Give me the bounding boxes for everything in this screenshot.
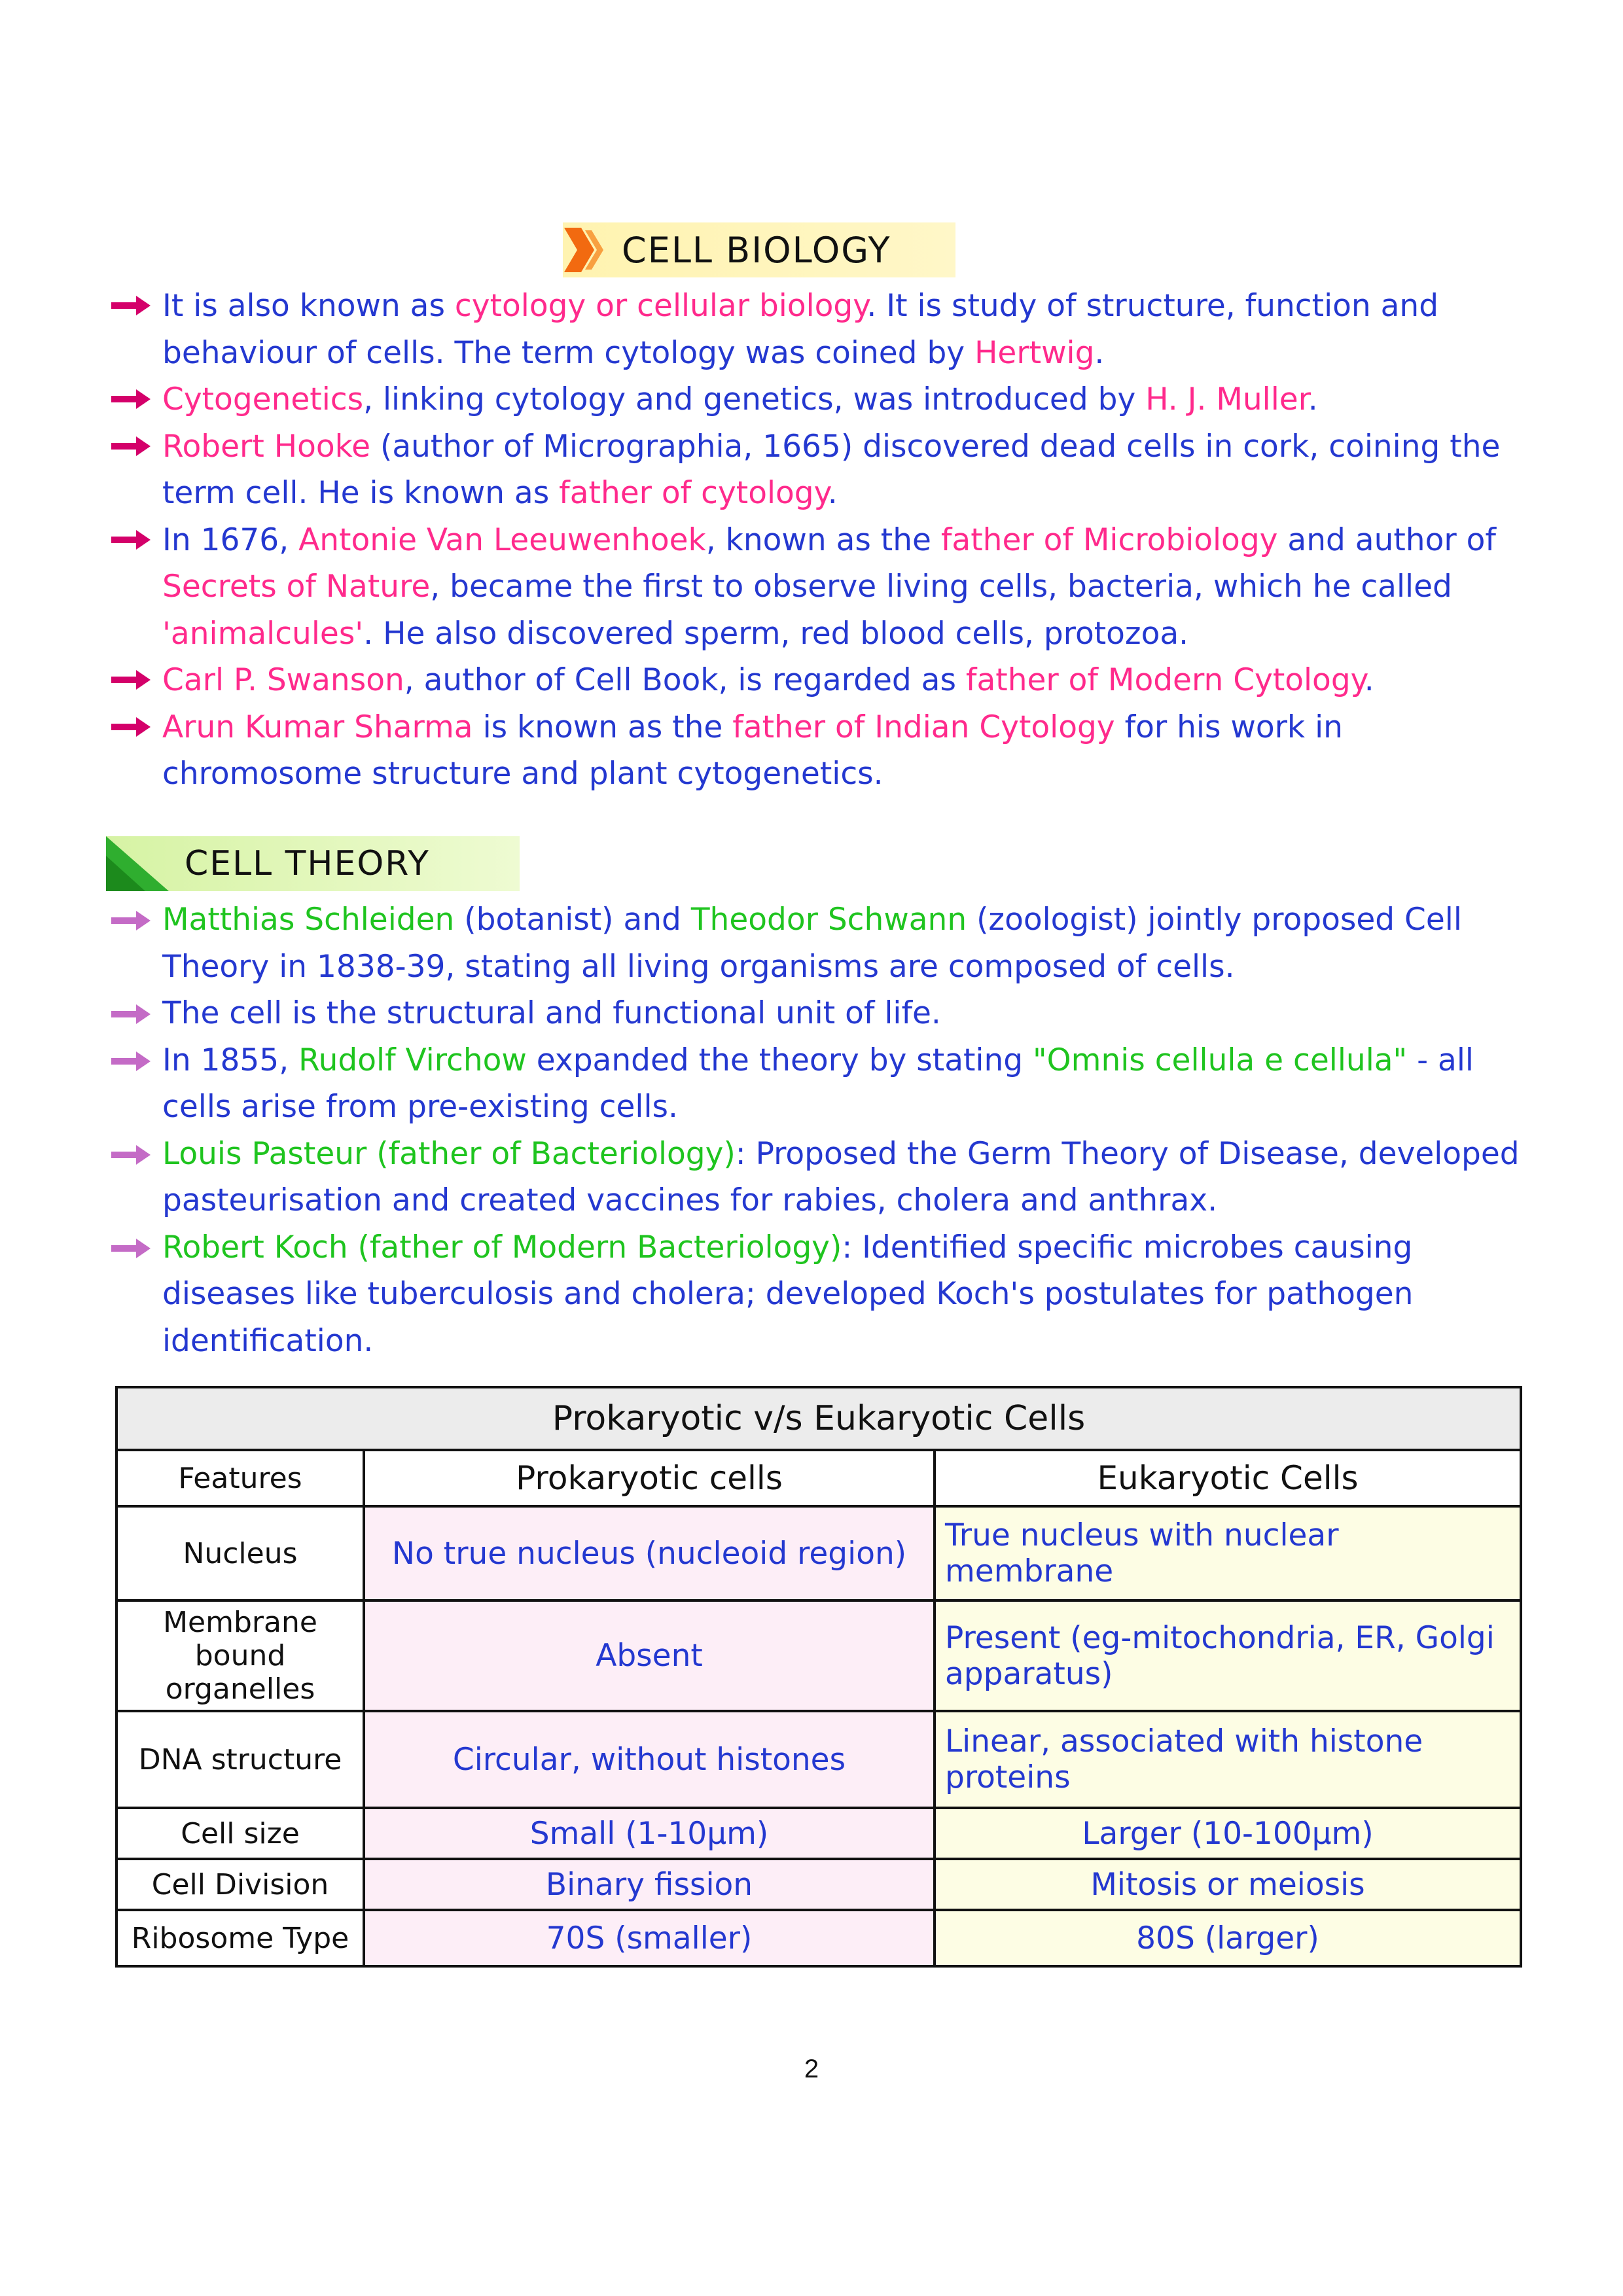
text-run: "Omnis cellula e cellula" <box>1033 1042 1408 1078</box>
arrow-right-icon <box>110 1050 152 1072</box>
list-item <box>105 423 1538 517</box>
section-header-cell-biology <box>563 222 955 277</box>
table-row <box>116 1506 1521 1600</box>
text-run: In 1676, <box>162 521 299 558</box>
text-run: H. J. Muller <box>1145 381 1308 417</box>
text-run: Matthias Schleiden <box>162 902 455 938</box>
header-prokaryotic: Prokaryotic cells <box>364 1450 935 1506</box>
list-item <box>105 1131 1538 1224</box>
cell-biology-bullets <box>105 283 1538 798</box>
arrow-right-icon <box>110 669 152 691</box>
text-run: is known as the <box>473 709 733 745</box>
table-row <box>116 1910 1521 1966</box>
arrow-right-icon <box>110 294 152 317</box>
list-item <box>105 517 1538 658</box>
text-run: In 1855, <box>162 1042 299 1078</box>
list-item <box>105 896 1538 990</box>
text-run: : Proposed the Germ Theory of Disease, developed pasteurisation and created vaccines for rabies, cholera and anthrax. <box>162 1135 1520 1218</box>
feature-cell: Cell size <box>116 1808 364 1859</box>
feature-cell: Cell Division <box>116 1859 364 1910</box>
text-run: . <box>1364 662 1374 698</box>
table-title: Prokaryotic v/s Eukaryotic Cells <box>116 1387 1521 1450</box>
eukaryotic-cell: 80S (larger) <box>935 1910 1521 1966</box>
arrow-right-icon <box>110 435 152 457</box>
text-run: , author of Cell Book, is regarded as <box>404 662 966 698</box>
text-run: . He also discovered sperm, red blood cells, protozoa. <box>363 615 1189 652</box>
prokaryotic-cell: No true nucleus (nucleoid region) <box>364 1506 935 1600</box>
text-run: cytology or cellular biology <box>454 288 867 324</box>
feature-cell: Ribosome Type <box>116 1910 364 1966</box>
arrow-right-icon <box>110 910 152 932</box>
text-run: Cytogenetics <box>162 381 364 417</box>
arrow-right-icon <box>110 1144 152 1166</box>
text-run: : Identified specific microbes causing diseases like tuberculosis and cholera; developed Koch's postulates for pathogen identification. <box>162 1229 1414 1359</box>
page-number: 2 <box>804 2055 819 2083</box>
table-row <box>116 1711 1521 1808</box>
eukaryotic-cell: Linear, associated with histone proteins <box>935 1711 1521 1808</box>
text-run: Louis Pasteur (father of Bacteriology) <box>162 1135 736 1172</box>
arrow-right-icon <box>110 529 152 551</box>
eukaryotic-cell: Larger (10-100μm) <box>935 1808 1521 1859</box>
text-run: father of Microbiology <box>940 521 1278 558</box>
feature-cell: DNA structure <box>116 1711 364 1808</box>
text-run: father of cytology <box>559 475 828 511</box>
feature-cell: Nucleus <box>116 1506 364 1600</box>
text-run: Theodor Schwann <box>690 902 967 938</box>
section-header-cell-theory <box>106 836 520 891</box>
feature-cell: Membrane bound organelles <box>116 1600 364 1711</box>
eukaryotic-cell: Present (eg-mitochondria, ER, Golgi apparatus) <box>935 1600 1521 1711</box>
text-run: Robert Koch (father of Modern Bacteriology) <box>162 1229 842 1265</box>
text-run: Antonie Van Leeuwenhoek <box>298 521 706 558</box>
orange-chevron-icon <box>563 226 609 274</box>
prokaryotic-cell: Absent <box>364 1600 935 1711</box>
text-run: Arun Kumar Sharma <box>162 709 473 745</box>
list-item <box>105 376 1538 423</box>
table-row <box>116 1859 1521 1910</box>
list-item <box>105 283 1538 376</box>
text-run: , linking cytology and genetics, was introduced by <box>363 381 1146 417</box>
text-run: expanded the theory by stating <box>526 1042 1033 1078</box>
list-item <box>105 657 1538 704</box>
prokaryotic-cell: Small (1-10μm) <box>364 1808 935 1859</box>
text-run: The cell is the structural and functional unit of life. <box>162 995 941 1031</box>
cell-theory-bullets <box>105 896 1538 1364</box>
prokaryotic-cell: 70S (smaller) <box>364 1910 935 1966</box>
list-item <box>105 1224 1538 1365</box>
section-title: CELL BIOLOGY <box>622 229 891 271</box>
table-row <box>116 1600 1521 1711</box>
text-run: - all cells arise from pre-existing cells. <box>162 1042 1474 1125</box>
arrow-right-icon <box>110 716 152 738</box>
text-run: . It is study of structure, function and behaviour of cells. The term cytology was coined by <box>162 288 1439 371</box>
text-run: father of Modern Cytology <box>965 662 1364 698</box>
prokaryotic-cell: Circular, without histones <box>364 1711 935 1808</box>
arrow-right-icon <box>110 1237 152 1260</box>
text-run: (zoologist) jointly proposed Cell Theory in 1838-39, stating all living organisms are composed of cells. <box>162 902 1462 985</box>
eukaryotic-cell: Mitosis or meiosis <box>935 1859 1521 1910</box>
eukaryotic-cell: True nucleus with nuclear membrane <box>935 1506 1521 1600</box>
text-run: (botanist) and <box>454 902 691 938</box>
text-run: father of Indian Cytology <box>732 709 1115 745</box>
prokaryotic-vs-eukaryotic-table <box>115 1386 1522 1968</box>
text-run: (author of Micrographia, 1665) discovered dead cells in cork, coining the term cell. He is known as <box>162 428 1501 511</box>
section-title: CELL THEORY <box>185 844 430 883</box>
text-run: for his work in chromosome structure and plant cytogenetics. <box>162 709 1343 792</box>
text-run: , became the first to observe living cells, bacteria, which he called <box>430 569 1452 605</box>
list-item <box>105 704 1538 798</box>
text-run: Hertwig <box>974 334 1095 371</box>
arrow-right-icon <box>110 1003 152 1025</box>
text-run: . <box>1308 381 1318 417</box>
arrow-right-icon <box>110 388 152 410</box>
text-run: and author of <box>1277 521 1496 558</box>
table-row <box>116 1808 1521 1859</box>
list-item <box>105 990 1538 1037</box>
green-triangle-icon <box>106 836 169 891</box>
header-features: Features <box>116 1450 364 1506</box>
text-run: Rudolf Virchow <box>298 1042 527 1078</box>
text-run: . <box>1094 334 1105 371</box>
text-run: Robert Hooke <box>162 428 371 465</box>
text-run: Secrets of Nature <box>162 569 431 605</box>
prokaryotic-cell: Binary fission <box>364 1859 935 1910</box>
text-run: Carl P. Swanson <box>162 662 404 698</box>
text-run: It is also known as <box>162 288 455 324</box>
text-run: 'animalcules' <box>162 615 364 652</box>
text-run: . <box>827 475 838 511</box>
text-run: , known as the <box>705 521 941 558</box>
list-item <box>105 1037 1538 1131</box>
header-eukaryotic: Eukaryotic Cells <box>935 1450 1521 1506</box>
